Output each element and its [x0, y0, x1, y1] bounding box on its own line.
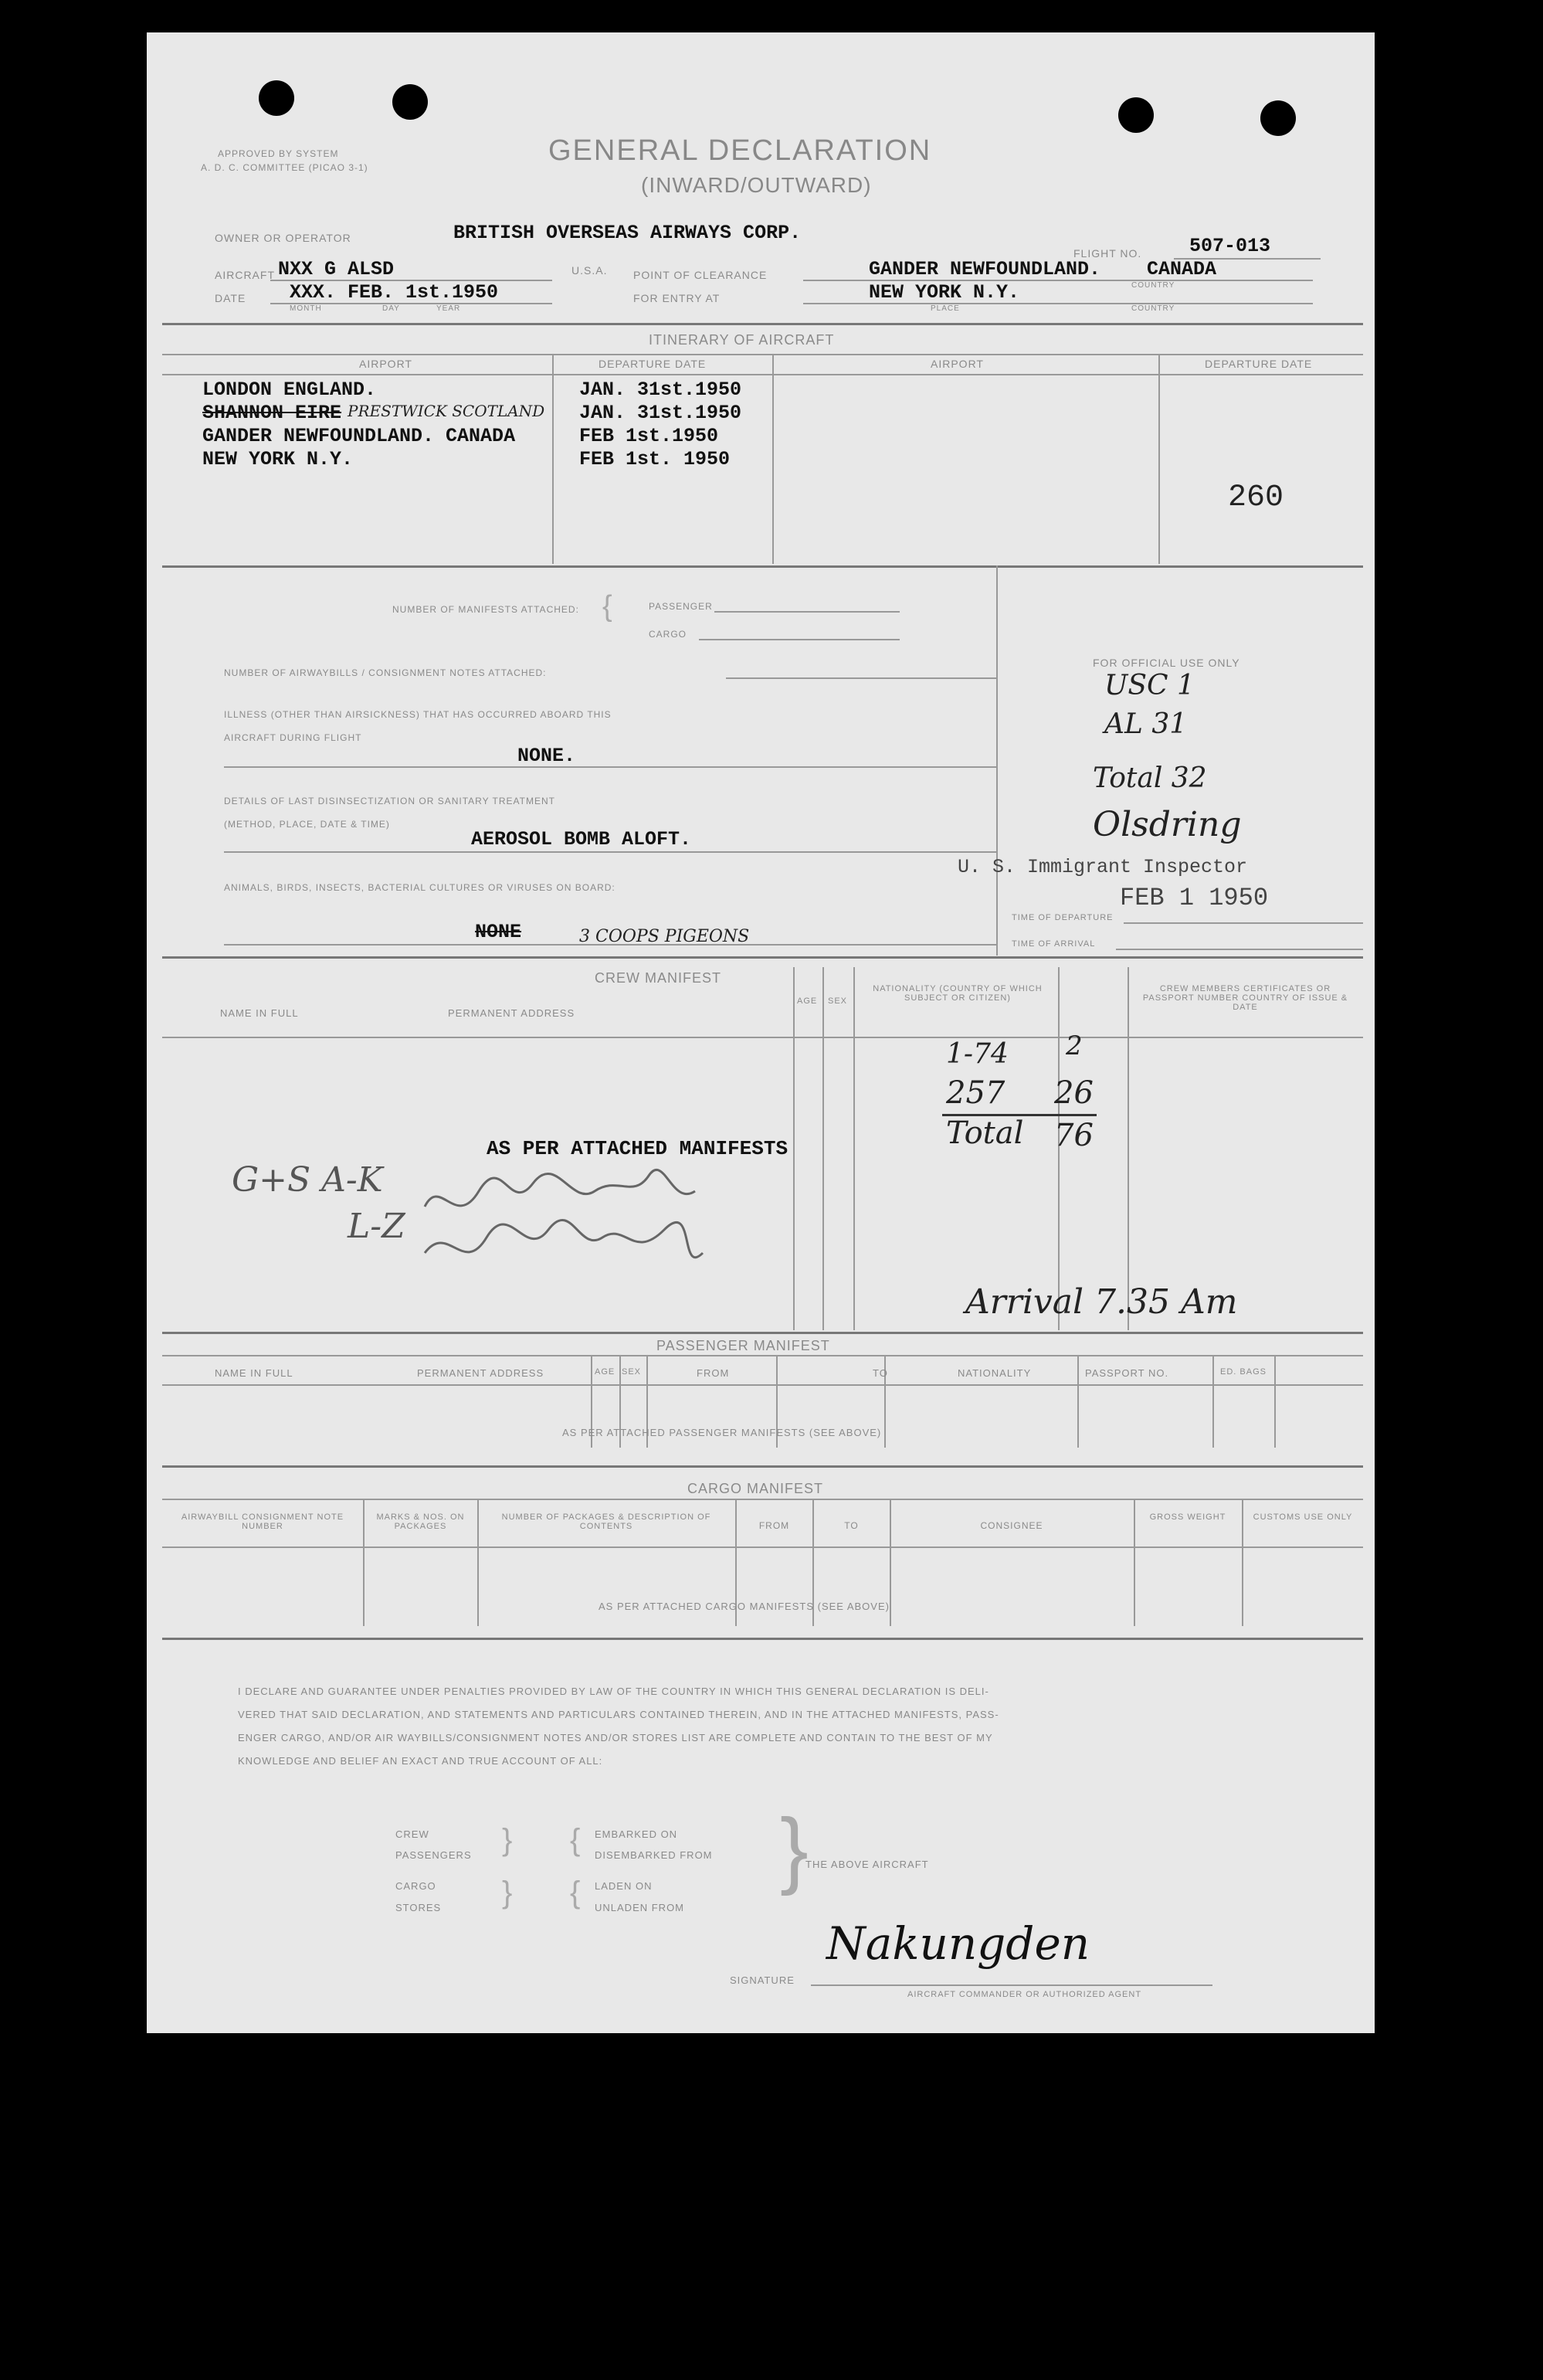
cargo-col-weight: GROSS WEIGHT [1149, 1513, 1226, 1522]
year-label: YEAR [436, 304, 461, 313]
crew-col-nationality: NATIONALITY (COUNTRY OF WHICH SUBJECT OR CITIZEN) [873, 984, 1043, 1003]
flight-value: 507-013 [1189, 235, 1271, 257]
inspector-stamp-date: FEB 1 1950 [1120, 884, 1269, 912]
cargo-body-text: AS PER ATTACHED CARGO MANIFESTS (SEE ABOVE) [599, 1601, 890, 1612]
country-label-1: COUNTRY [1131, 281, 1175, 290]
owner-label: OWNER OR OPERATOR [215, 232, 351, 244]
passenger-col-address: PERMANENT ADDRESS [417, 1367, 544, 1379]
approval-line-2: A. D. C. COMMITTEE (PICAO 3-1) [201, 162, 368, 173]
crew-signature-scribbles [378, 1145, 1151, 1299]
cargo-col-from: FROM [758, 1520, 790, 1531]
day-label: DAY [382, 304, 400, 313]
itinerary-date-1: JAN. 31st.1950 [579, 379, 742, 401]
crew-manifest-title: CREW MANIFEST [595, 970, 721, 986]
itinerary-col-airport-2: AIRPORT [931, 358, 984, 370]
animals-struck-value: NONE [475, 921, 522, 943]
itinerary-airport-3: GANDER NEWFOUNDLAND. CANADA [202, 425, 516, 447]
passenger-col-passport: PASSPORT NO. [1085, 1367, 1169, 1379]
illness-label-2: AIRCRAFT DURING FLIGHT [224, 732, 362, 743]
official-note-3: Total 32 [1093, 762, 1207, 794]
cargo-col-marks: MARKS & NOS. ON PACKAGES [376, 1513, 465, 1531]
punch-hole-right-1 [1118, 97, 1154, 133]
decl-stores: STORES [395, 1902, 442, 1913]
crew-col-certificates: CREW MEMBERS CERTIFICATES OR PASSPORT NUMBER COUNTRY OF ISSUE & DATE [1142, 984, 1348, 1012]
passenger-manifest-title: PASSENGER MANIFEST [656, 1338, 830, 1353]
decl-passengers: PASSENGERS [395, 1849, 472, 1861]
owner-value: BRITISH OVERSEAS AIRWAYS CORP. [453, 222, 802, 244]
decl-unladen: UNLADEN FROM [595, 1902, 685, 1913]
passenger-body-text: AS PER ATTACHED PASSENGER MANIFESTS (SEE ABOVE) [562, 1427, 882, 1438]
crew-hand-line-1: G+S A-K [232, 1160, 383, 1200]
cargo-col-airwaybill: AIRWAYBILL CONSIGNMENT NOTE NUMBER [181, 1513, 344, 1531]
crew-col-name: NAME IN FULL [220, 1007, 299, 1019]
official-note-1: USC 1 [1104, 670, 1195, 701]
itinerary-airport-4: NEW YORK N.Y. [202, 448, 354, 470]
immigrant-inspector-stamp: U. S. Immigrant Inspector [958, 856, 1248, 878]
form-title: GENERAL DECLARATION [548, 134, 932, 167]
page-number: 260 [1228, 480, 1284, 515]
itinerary-title: ITINERARY OF AIRCRAFT [649, 332, 835, 348]
illness-label: ILLNESS (OTHER THAN AIRSICKNESS) THAT HAS OCCURRED ABOARD THIS [224, 709, 612, 720]
punch-hole-left-1 [259, 80, 294, 116]
decl-above-aircraft: THE ABOVE AIRCRAFT [805, 1859, 929, 1870]
cargo-col-to: TO [844, 1520, 859, 1531]
official-signature: Olsdring [1093, 805, 1242, 844]
signature-label: SIGNATURE [730, 1974, 795, 1986]
passenger-col-nationality: NATIONALITY [958, 1367, 1032, 1379]
itinerary-date-3: FEB 1st.1950 [579, 425, 719, 447]
crew-tally-1: 1-74 [946, 1038, 1009, 1070]
disinsect-value: AEROSOL BOMB ALOFT. [471, 828, 692, 850]
animals-label: ANIMALS, BIRDS, INSECTS, BACTERIAL CULTURES OR VIRUSES ON BOARD: [224, 882, 616, 893]
animals-handwritten: 3 COOPS PIGEONS [579, 927, 750, 946]
disinsect-label-2: (METHOD, PLACE, DATE & TIME) [224, 819, 390, 830]
crew-col-sex: SEX [828, 996, 848, 1006]
decl-embarked: EMBARKED ON [595, 1828, 678, 1840]
month-label: MONTH [290, 304, 322, 313]
clearance-label: POINT OF CLEARANCE [633, 269, 768, 281]
official-use-label: FOR OFFICIAL USE ONLY [1093, 657, 1240, 669]
cargo-col-packages: NUMBER OF PACKAGES & DESCRIPTION OF CONTENTS [501, 1513, 711, 1531]
cargo-manifest-count-label: CARGO [649, 629, 687, 640]
decl-disembarked: DISEMBARKED FROM [595, 1849, 713, 1861]
arrival-note: Arrival 7.35 Am [965, 1282, 1238, 1322]
entry-label: FOR ENTRY AT [633, 292, 721, 304]
aircraft-value: NXX G ALSD [278, 258, 395, 280]
itinerary-airport-1: LONDON ENGLAND. [202, 379, 377, 401]
itinerary-col-airport-1: AIRPORT [359, 358, 412, 370]
illness-value: NONE. [517, 745, 576, 767]
cargo-col-consignee: CONSIGNEE [980, 1520, 1043, 1531]
crew-col-address: PERMANENT ADDRESS [448, 1007, 575, 1019]
crew-body-text: AS PER ATTACHED MANIFESTS [487, 1137, 788, 1160]
declaration-line-2: VERED THAT SAID DECLARATION, AND STATEMENTS AND PARTICULARS CONTAINED THEREIN, AND IN THE ATTACHED MANIFESTS, PASS- [238, 1709, 999, 1720]
crew-tally-3: Total [946, 1115, 1024, 1151]
passenger-manifest-count-label: PASSENGER [649, 601, 713, 612]
official-note-2: AL 31 [1104, 708, 1188, 740]
itinerary-col-departure-1: DEPARTURE DATE [599, 358, 707, 370]
signer-role-label: AIRCRAFT COMMANDER OR AUTHORIZED AGENT [907, 1990, 1142, 1999]
declaration-form: APPROVED BY SYSTEM A. D. C. COMMITTEE (PICAO 3-1) GENERAL DECLARATION (INWARD/OUTWARD) OWNER OR OPERATOR BRITISH OVERSEAS AIRWAYS CORP. FLIGHT NO. 507-013 AIRCRAFT NXX G ALSD U.S.A. POINT OF CLEARANCE GANDER NEWFOUNDLAND. CANADA DATE XXX. FEB. 1st.1950 MONTH DAY YEAR FOR ENTRY AT NEW YORK N.Y. PLACE COUNTRY COUNTRY ITINERARY OF AIRCRAFT AIRPORT DEPARTURE DATE AIRPORT DEPARTURE DATE LONDON ENGLAND. JAN. 31st.1950 SHANNON EIRE PRESTWICK SCOTLAND JAN. 31st.1950 GANDER NEWFOUNDLAND. CANADA FEB 1st.1950 NEW YORK N.Y. FEB 1st. 1950 260 NUMBER OF MANIFESTS ATTACHED: { PASSENGER CARGO NUMBER OF AIRWAYBILLS / CONSIGNMENT NOTES ATTACHED: ILLNESS (OTHER THAN AIRSICKNESS) THAT HAS OCCURRED ABOARD THIS AIRCRAFT DURING FLIGHT NONE. DETAILS OF LAST DISINSECTIZATION OR SANITARY TREATMENT (METHOD, PLACE, DATE & TIME) AEROSOL BOMB ALOFT. ANIMALS, BIRDS, INSECTS, BACTERIAL CULTURES OR VIRUSES ON BOARD: NONE 3 COOPS PIGEONS FOR OFFICIAL USE ONLY USC 1 AL 31 Total 32 Olsdring U. S. Immigrant Inspector FEB 1 1950 TIME OF DEPARTURE TIME OF ARRIVAL CREW MANIFEST NAME IN FULL PERMANENT ADDRESS AGE SEX NATIONALITY (COUNTRY OF WHICH SUBJECT OR CITIZEN) CREW MEMBERS CERTIFICATES OR PASSPORT NUMBER COUNTRY OF ISSUE & DATE AS PER ATTACHED MANIFESTS G+S A-K L-Z 1-74 2 257 26 Total 76 Arrival 7.35 Am PASSENGER MANIFEST NAME IN FULL PERMANENT ADDRESS AGE SEX FROM TO NATIONALITY PASSPORT NO. ED. BAGS AS PER ATTACHED PASSENGER MANIFESTS (SEE ABOVE) CARGO MANIFEST AIRWAYBILL CONSIGNMENT NOTE NUMBER MARKS & NOS. ON PACKAGES NUMBER OF PACKAGES & DESCRIPTION OF CONTENTS FROM TO CONSIGNEE GROSS WEIGHT CUSTOMS USE ONLY AS PER ATTACHED CARGO MANIFESTS (SEE ABOVE) I DECLARE AND GUARANTEE UNDER PENALTIES PROVIDED BY LAW OF THE COUNTRY IN WHICH THIS GENERAL DECLARATION IS DELI- VERED THAT SAID DECLARATION, AND STATEMENTS AND PARTICULARS CONTAINED THEREIN, AND IN THE ATTACHED MANIFESTS, PASS- ENGER CARGO, AND/OR AIR WAYBILLS/CONSIGNMENT NOTES AND/OR STORES LIST ARE COMPLETE AND CONTAIN TO THE BEST OF MY KNOWLEDGE AND BELIEF AN EXACT AND TRUE ACCOUNT OF ALL: CREW PASSENGERS CARGO STORES } } { { EMBARKED ON DISEMBARKED FROM LADEN ON UNLADEN FROM } THE ABOVE AIRCRAFT SIGNATURE Nakungden AIRCRAFT COMMANDER OR AUTHORIZED AGENT [147, 32, 1375, 2033]
aircraft-label: AIRCRAFT [215, 269, 275, 281]
itinerary-airport-2: SHANNON EIRE [202, 402, 342, 424]
declaration-line-1: I DECLARE AND GUARANTEE UNDER PENALTIES PROVIDED BY LAW OF THE COUNTRY IN WHICH THIS GENERAL DECLARATION IS DELI- [238, 1686, 989, 1697]
decl-cargo: CARGO [395, 1880, 436, 1892]
clearance-country: CANADA [1147, 258, 1217, 280]
crew-tally-2: 257 [946, 1075, 1005, 1111]
cargo-col-customs: CUSTOMS USE ONLY [1253, 1513, 1353, 1522]
cargo-manifest-title: CARGO MANIFEST [687, 1481, 824, 1496]
date-label: DATE [215, 292, 246, 304]
passenger-col-from: FROM [697, 1367, 730, 1379]
itinerary-date-2: JAN. 31st.1950 [579, 402, 742, 424]
manifests-attached-label: NUMBER OF MANIFESTS ATTACHED: [392, 604, 579, 615]
passenger-col-to: TO [873, 1367, 888, 1379]
usa-label: U.S.A. [571, 264, 608, 277]
crew-tally-1-right: 2 [1066, 1030, 1083, 1061]
airwaybills-label: NUMBER OF AIRWAYBILLS / CONSIGNMENT NOTES ATTACHED: [224, 667, 547, 678]
flight-label: FLIGHT NO. [1073, 247, 1142, 260]
passenger-col-age: AGE [595, 1367, 616, 1377]
declaration-line-4: KNOWLEDGE AND BELIEF AN EXACT AND TRUE ACCOUNT OF ALL: [238, 1755, 603, 1767]
country-label-2: COUNTRY [1131, 304, 1175, 313]
decl-laden: LADEN ON [595, 1880, 653, 1892]
passenger-col-name: NAME IN FULL [215, 1367, 293, 1379]
date-value: XXX. FEB. 1st.1950 [290, 281, 499, 304]
passenger-col-bags: ED. BAGS [1220, 1367, 1267, 1377]
clearance-value: GANDER NEWFOUNDLAND. [869, 258, 1101, 280]
crew-hand-line-2: L-Z [348, 1207, 405, 1246]
entry-value: NEW YORK N.Y. [869, 281, 1020, 304]
punch-hole-left-2 [392, 84, 428, 120]
decl-crew: CREW [395, 1828, 429, 1840]
punch-hole-right-2 [1260, 100, 1296, 136]
place-label: PLACE [931, 304, 960, 313]
passenger-col-sex: SEX [622, 1367, 642, 1377]
itinerary-col-departure-2: DEPARTURE DATE [1205, 358, 1313, 370]
time-departure-label: TIME OF DEPARTURE [1012, 913, 1114, 922]
form-subtitle: (INWARD/OUTWARD) [641, 173, 872, 197]
crew-col-age: AGE [797, 996, 818, 1006]
crew-tally-3-right: 76 [1054, 1118, 1094, 1153]
crew-tally-2-right: 26 [1054, 1075, 1094, 1111]
itinerary-date-4: FEB 1st. 1950 [579, 448, 731, 470]
declaration-line-3: ENGER CARGO, AND/OR AIR WAYBILLS/CONSIGNMENT NOTES AND/OR STORES LIST ARE COMPLETE AND CONTAIN TO THE BEST OF MY [238, 1732, 993, 1743]
approval-line-1: APPROVED BY SYSTEM [218, 148, 339, 159]
commander-signature: Nakungden [826, 1917, 1090, 1970]
disinsect-label: DETAILS OF LAST DISINSECTIZATION OR SANITARY TREATMENT [224, 796, 555, 806]
time-arrival-label: TIME OF ARRIVAL [1012, 939, 1096, 949]
itinerary-correction: PRESTWICK SCOTLAND [348, 402, 545, 420]
